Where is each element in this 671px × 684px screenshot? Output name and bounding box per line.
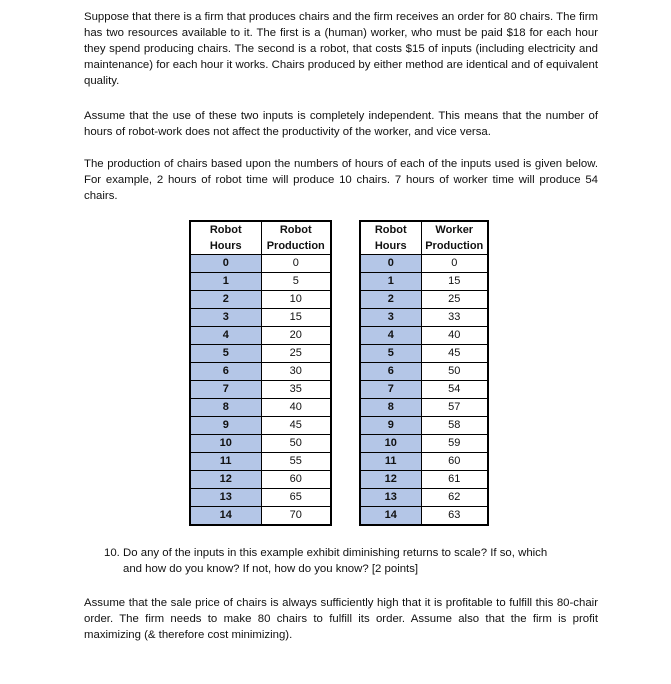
production-cell: 58	[421, 417, 488, 435]
hours-cell: 12	[190, 471, 261, 489]
production-cell: 50	[261, 435, 331, 453]
question-line1: Do any of the inputs in this example exhibit diminishing returns to scale? If so, which	[123, 547, 548, 559]
production-cell: 62	[421, 489, 488, 507]
table-row	[360, 273, 488, 291]
hours-cell: 3	[360, 309, 421, 327]
production-cell: 60	[421, 453, 488, 471]
table-row	[190, 345, 331, 363]
worker-production-table	[359, 220, 489, 526]
hours-cell: 10	[190, 435, 261, 453]
table-row	[360, 471, 488, 489]
hours-cell: 14	[360, 507, 421, 526]
table-row	[360, 363, 488, 381]
table-row	[190, 309, 331, 327]
production-cell: 65	[261, 489, 331, 507]
hours-cell: 4	[190, 327, 261, 345]
production-cell: 5	[261, 273, 331, 291]
hours-cell: 1	[190, 273, 261, 291]
hours-cell: 12	[360, 471, 421, 489]
hours-cell: 6	[190, 363, 261, 381]
hours-cell: 8	[190, 399, 261, 417]
hours-cell: 2	[190, 291, 261, 309]
header-worker-production-line1: Worker	[421, 221, 488, 238]
table-row	[360, 345, 488, 363]
table-row	[190, 255, 331, 273]
production-cell: 10	[261, 291, 331, 309]
production-cell: 15	[261, 309, 331, 327]
hours-cell: 5	[360, 345, 421, 363]
intro-paragraph: Suppose that there is a firm that produces chairs and the firm receives an order for 80 chairs. The firm has two resources available to it. The first is a (human) worker, who must be paid $18 for each hour they spend producing chairs. The second is a robot, that costs $15 of inputs (including electricity and maintenance) for each hour it works. Chairs produced by either method are identical and of equivalent quality.	[84, 11, 598, 87]
production-cell: 35	[261, 381, 331, 399]
production-cell: 63	[421, 507, 488, 526]
hours-cell: 5	[190, 345, 261, 363]
hours-cell: 0	[360, 255, 421, 273]
production-cell: 55	[261, 453, 331, 471]
header-worker-hours-line1: Robot	[360, 221, 421, 238]
production-cell: 20	[261, 327, 331, 345]
table-row	[190, 399, 331, 417]
table-row	[360, 435, 488, 453]
table-row	[360, 327, 488, 345]
production-cell: 50	[421, 363, 488, 381]
table-row	[190, 273, 331, 291]
question-line2: and how do you know? If not, how do you know? [2 points]	[123, 563, 419, 575]
table-row	[190, 327, 331, 345]
production-cell: 25	[261, 345, 331, 363]
table-row	[190, 435, 331, 453]
hours-cell: 7	[360, 381, 421, 399]
header-worker-production-line2: Production	[421, 238, 488, 255]
production-cell: 60	[261, 471, 331, 489]
production-cell: 0	[261, 255, 331, 273]
hours-cell: 2	[360, 291, 421, 309]
table-row	[360, 489, 488, 507]
table-row	[190, 489, 331, 507]
hours-cell: 11	[190, 453, 261, 471]
production-cell: 33	[421, 309, 488, 327]
production-cell: 70	[261, 507, 331, 526]
production-cell: 40	[421, 327, 488, 345]
table-row	[190, 381, 331, 399]
robot-production-table	[189, 220, 332, 526]
hours-cell: 11	[360, 453, 421, 471]
hours-cell: 13	[360, 489, 421, 507]
production-cell: 30	[261, 363, 331, 381]
production-cell: 0	[421, 255, 488, 273]
hours-cell: 4	[360, 327, 421, 345]
question-number: 10.	[104, 547, 120, 559]
table-row	[360, 453, 488, 471]
hours-cell: 10	[360, 435, 421, 453]
header-robot-production-line1: Robot	[261, 221, 331, 238]
table-row	[360, 381, 488, 399]
production-paragraph: The production of chairs based upon the numbers of hours of each of the inputs used is given below. For example, 2 hours of robot time will produce 10 chairs. 7 hours of worker time will produce 54 chairs.	[84, 158, 598, 202]
question-10	[104, 545, 594, 577]
production-cell: 45	[421, 345, 488, 363]
table-row	[190, 417, 331, 435]
hours-cell: 13	[190, 489, 261, 507]
assumption-paragraph: Assume that the sale price of chairs is always sufficiently high that it is profitable to fulfill this 80-chair order. The firm needs to make 80 chairs to fulfill its order. Assume also that the firm is profit maximizing (& therefore cost minimizing).	[84, 597, 598, 641]
table-row	[190, 507, 331, 526]
independence-paragraph: Assume that the use of these two inputs is completely independent. This means that the number of hours of robot-work does not affect the productivity of the worker, and vice versa.	[84, 110, 598, 138]
hours-cell: 9	[360, 417, 421, 435]
production-cell: 59	[421, 435, 488, 453]
header-robot-hours-line1: Robot	[190, 221, 261, 238]
header-robot-production-line2: Production	[261, 238, 331, 255]
hours-cell: 6	[360, 363, 421, 381]
production-cell: 57	[421, 399, 488, 417]
hours-cell: 14	[190, 507, 261, 526]
hours-cell: 0	[190, 255, 261, 273]
production-cell: 45	[261, 417, 331, 435]
table-row	[360, 255, 488, 273]
production-cell: 54	[421, 381, 488, 399]
table-row	[360, 291, 488, 309]
production-cell: 40	[261, 399, 331, 417]
production-cell: 61	[421, 471, 488, 489]
hours-cell: 8	[360, 399, 421, 417]
hours-cell: 3	[190, 309, 261, 327]
table-row	[190, 471, 331, 489]
production-cell: 15	[421, 273, 488, 291]
table-row	[360, 309, 488, 327]
hours-cell: 1	[360, 273, 421, 291]
table-row	[190, 363, 331, 381]
header-worker-hours-line2: Hours	[360, 238, 421, 255]
table-row	[360, 399, 488, 417]
production-cell: 25	[421, 291, 488, 309]
header-robot-hours-line2: Hours	[190, 238, 261, 255]
hours-cell: 7	[190, 381, 261, 399]
table-row	[360, 417, 488, 435]
table-row	[190, 291, 331, 309]
hours-cell: 9	[190, 417, 261, 435]
table-row	[360, 507, 488, 526]
table-row	[190, 453, 331, 471]
